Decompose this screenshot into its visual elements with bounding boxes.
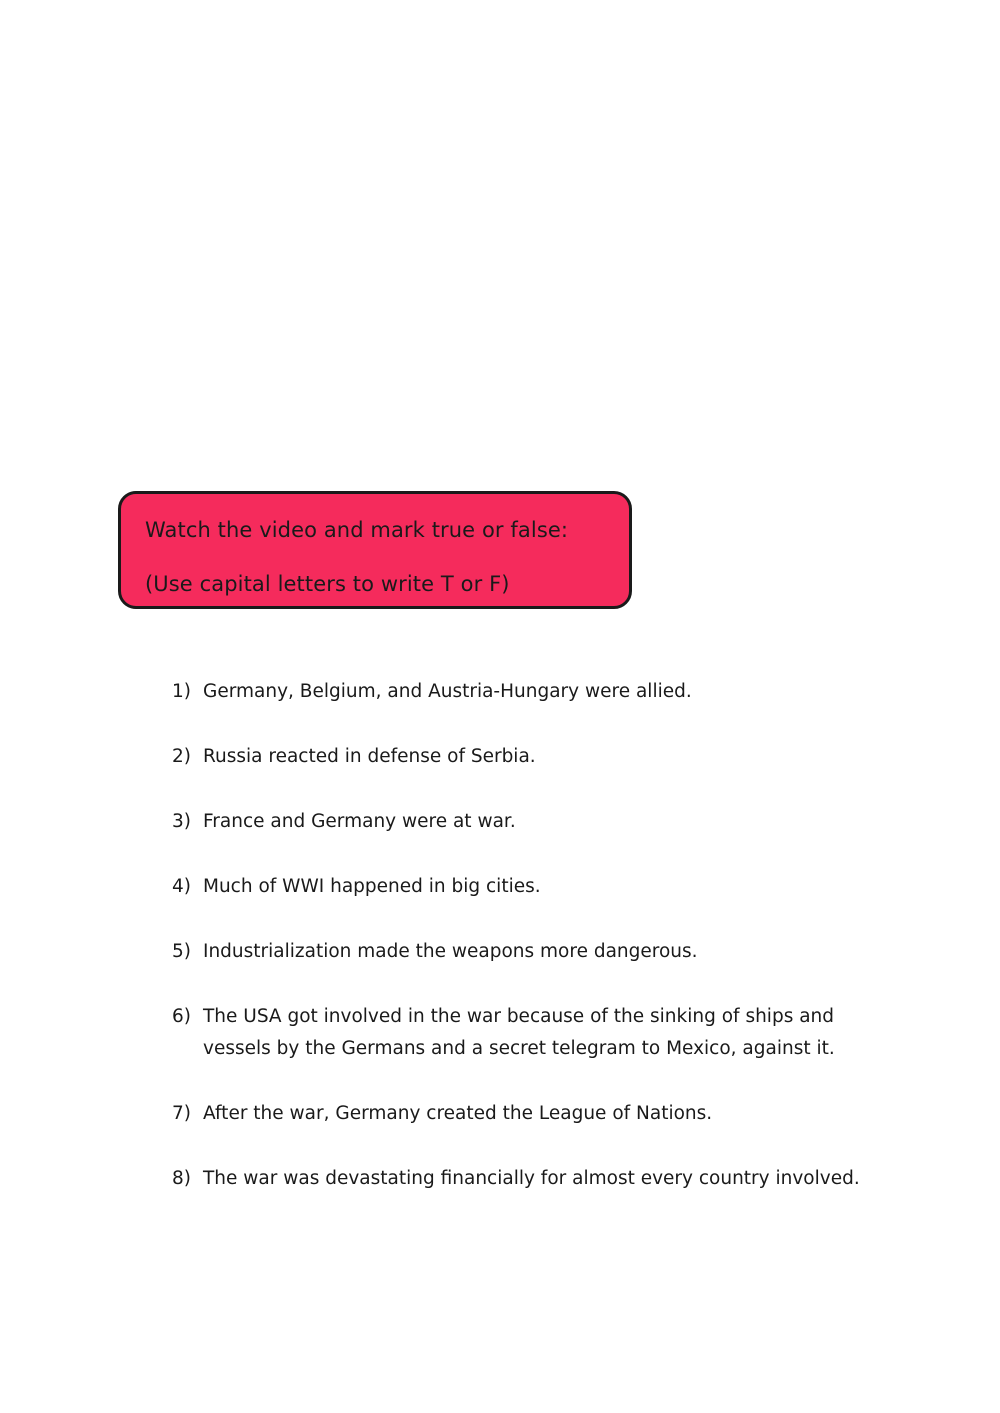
question-item: [172, 1098, 872, 1130]
question-text: Much of WWI happened in big cities.: [203, 876, 541, 897]
question-number: 3): [172, 811, 191, 832]
instruction-line-1: Watch the video and mark true or false:: [145, 518, 569, 542]
question-number: 1): [172, 681, 191, 702]
question-text: Russia reacted in defense of Serbia.: [203, 746, 536, 767]
instruction-line-2: (Use capital letters to write T or F): [145, 572, 510, 596]
question-list: [172, 676, 872, 1228]
question-text: Industrialization made the weapons more dangerous.: [203, 941, 698, 962]
question-item: [172, 806, 872, 838]
question-item: [172, 936, 872, 968]
question-text: Germany, Belgium, and Austria-Hungary were allied.: [203, 681, 692, 702]
question-number: 5): [172, 941, 191, 962]
instruction-box: [118, 491, 632, 609]
question-item: [172, 676, 872, 708]
question-number: 6): [172, 1006, 191, 1027]
question-item: [172, 1001, 872, 1065]
question-text: The war was devastating financially for almost every country involved.: [203, 1168, 860, 1189]
question-text: The USA got involved in the war because of the sinking of ships and vessels by the Germans and a secret telegram to Mexico, against it.: [203, 1006, 835, 1059]
question-number: 2): [172, 746, 191, 767]
question-number: 7): [172, 1103, 191, 1124]
question-text: France and Germany were at war.: [203, 811, 516, 832]
question-number: 4): [172, 876, 191, 897]
question-item: [172, 741, 872, 773]
question-item: [172, 1163, 872, 1195]
question-item: [172, 871, 872, 903]
question-number: 8): [172, 1168, 191, 1189]
question-text: After the war, Germany created the League of Nations.: [203, 1103, 713, 1124]
